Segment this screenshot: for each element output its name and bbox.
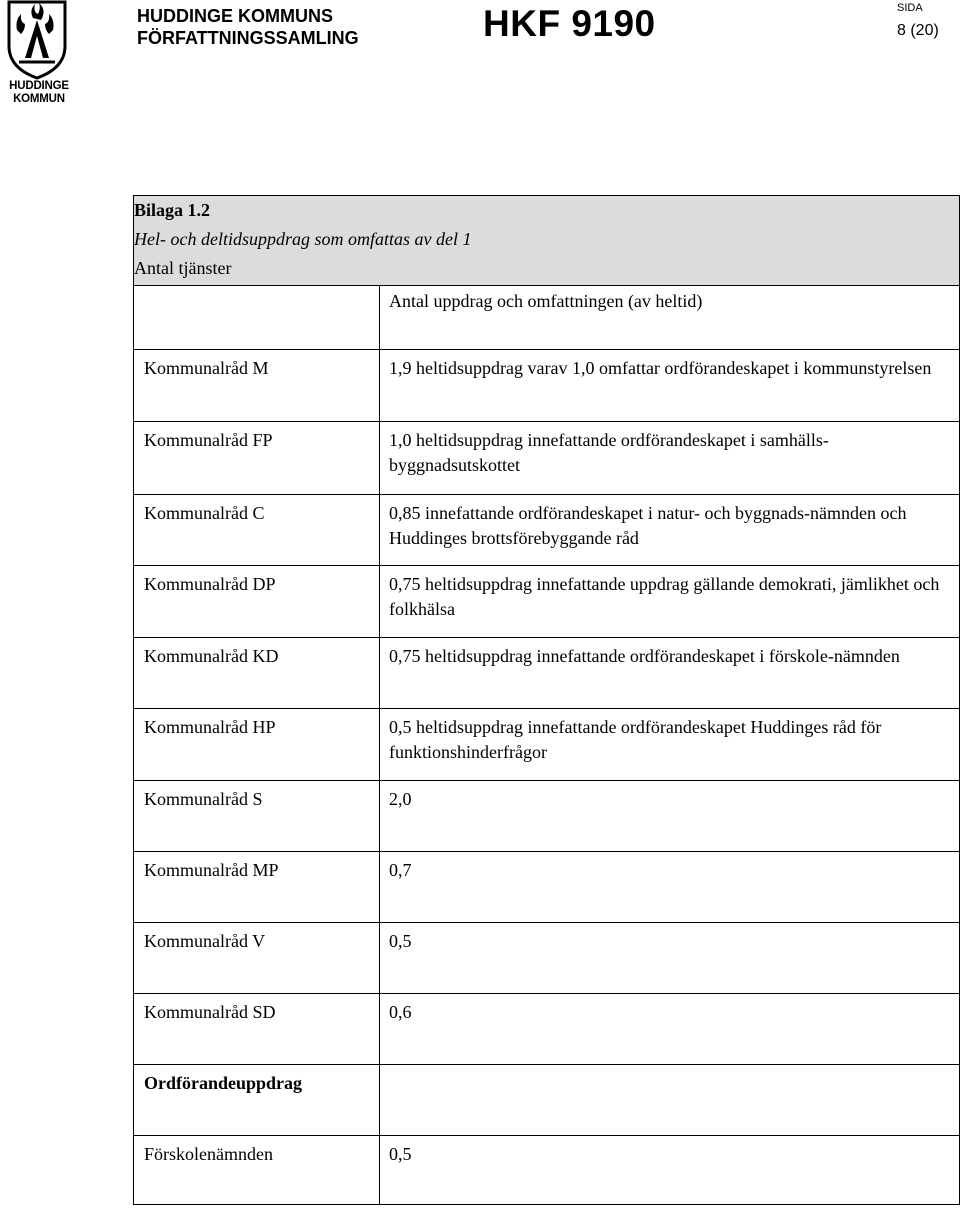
organization-name [137, 5, 359, 49]
table-row [134, 350, 960, 422]
huddinge-logo [3, 0, 71, 106]
row-label: Kommunalråd S [134, 781, 380, 852]
coat-of-arms-icon [3, 0, 71, 80]
row-value: 2,0 [380, 781, 960, 852]
org-line-1: HUDDINGE KOMMUNS [137, 6, 333, 26]
table-row [134, 422, 960, 495]
row-value: 0,5 [380, 1136, 960, 1205]
column-header-services: Antal tjänster [134, 258, 232, 278]
row-label: Kommunalråd MP [134, 852, 380, 923]
document-id: HKF 9190 [483, 3, 656, 44]
page-label: SIDA [897, 2, 923, 14]
logo-text: HUDDINGE KOMMUN [9, 80, 69, 105]
row-value: 0,7 [380, 852, 960, 923]
row-value [380, 1065, 960, 1136]
row-value: 1,0 heltidsuppdrag innefattande ordförandeskapet i samhälls-byggnadsutskottet [380, 422, 960, 495]
row-label-section: Ordförandeuppdrag [134, 1065, 380, 1136]
row-label: Kommunalråd DP [134, 566, 380, 638]
table-row [134, 923, 960, 994]
row-label: Kommunalråd C [134, 495, 380, 566]
table-row [134, 495, 960, 566]
row-value: 0,85 innefattande ordförandeskapet i natur- och byggnads-nämnden och Huddinges brottsförebyggande råd [380, 495, 960, 566]
page-number: 8 (20) [897, 22, 939, 39]
row-label: Kommunalråd M [134, 350, 380, 422]
row-value: 1,9 heltidsuppdrag varav 1,0 omfattar ordförandeskapet i kommunstyrelsen [380, 350, 960, 422]
table-row [134, 852, 960, 923]
row-label: Kommunalråd SD [134, 994, 380, 1065]
table-row [134, 1065, 960, 1136]
row-label: Kommunalråd FP [134, 422, 380, 495]
column-header-row [134, 286, 960, 350]
table-row [134, 709, 960, 781]
annex-subtitle: Hel- och deltidsuppdrag som omfattas av del 1 [134, 229, 472, 249]
row-value: 0,5 heltidsuppdrag innefattande ordförandeskapet Huddinges råd för funktionshinderfrågor [380, 709, 960, 781]
org-line-2: FÖRFATTNINGSSAMLING [137, 28, 359, 48]
table-row [134, 566, 960, 638]
row-label: Förskolenämnden [134, 1136, 380, 1205]
table-row [134, 994, 960, 1065]
annex-table [133, 195, 960, 1205]
column-header-assignments: Antal uppdrag och omfattningen (av heltid) [380, 286, 960, 350]
table-row [134, 781, 960, 852]
title-row [134, 196, 960, 286]
row-value: 0,6 [380, 994, 960, 1065]
row-value: 0,75 heltidsuppdrag innefattande ordförandeskapet i förskole-nämnden [380, 638, 960, 709]
row-label: Kommunalråd HP [134, 709, 380, 781]
table-row [134, 1136, 960, 1205]
annex-title: Bilaga 1.2 [134, 200, 211, 220]
row-label: Kommunalråd V [134, 923, 380, 994]
row-label: Kommunalråd KD [134, 638, 380, 709]
annex-header-cell [134, 196, 960, 286]
row-value: 0,75 heltidsuppdrag innefattande uppdrag gällande demokrati, jämlikhet och folkhälsa [380, 566, 960, 638]
table-row [134, 638, 960, 709]
column-header-empty [134, 286, 380, 350]
row-value: 0,5 [380, 923, 960, 994]
